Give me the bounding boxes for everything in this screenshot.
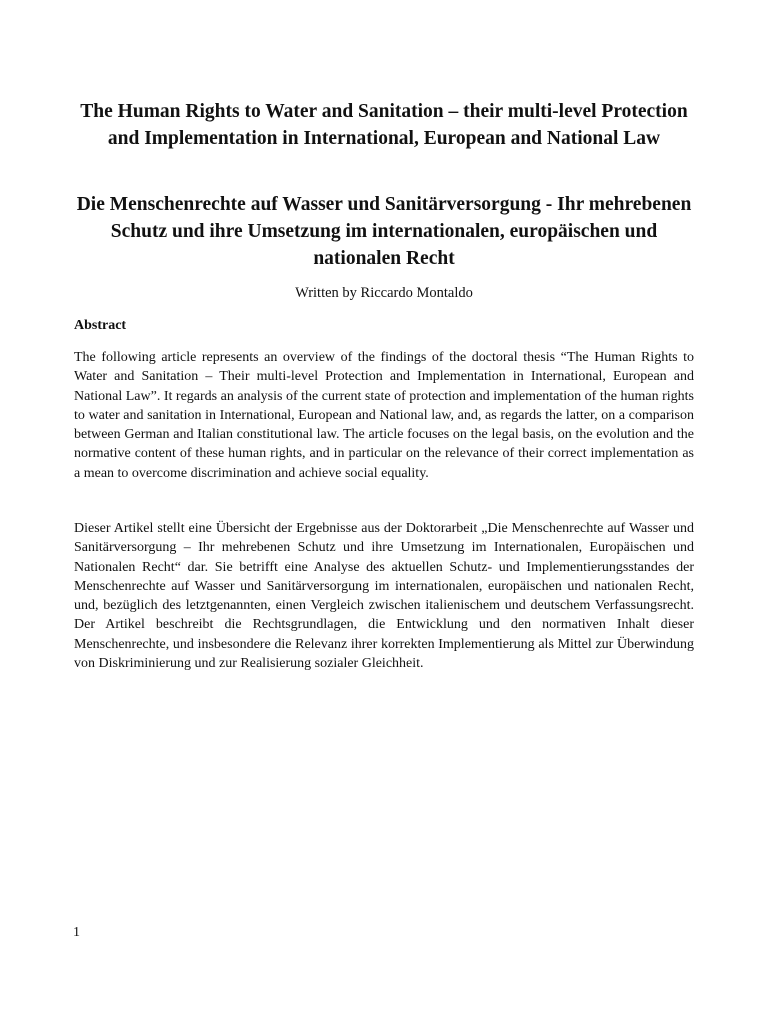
- abstract-paragraph-english: The following article represents an overview of the findings of the doctoral thesis “The Human Rights to Water and Sanitation – Their multi-level Protection and Implementation in International, European and National Law”. It regards an analysis of the current state of protection and implementation of the human rights to water and sanitation in International, European and National law, and, as regards the latter, on a comparison between German and Italian constitutional law. The article focuses on the legal basis, on the evolution and the normative content of these human rights, and in particular on the relevance of their correct implementation as a mean to overcome discrimination and achieve social equality.: [74, 350, 694, 481]
- author-line: Written by Riccardo Montaldo: [295, 285, 473, 301]
- title-german: Die Menschenrechte auf Wasser und Sanitärversorgung - Ihr mehrebenen Schutz und ihre Umsetzung im internationalen, europäischen und nationalen Recht: [76, 194, 692, 269]
- page-number: 1: [73, 925, 80, 940]
- abstract-heading: Abstract: [74, 318, 127, 333]
- title-english: The Human Rights to Water and Sanitation – their multi-level Protection and Implementation in International, European and National Law: [80, 101, 688, 149]
- abstract-paragraph-german: Dieser Artikel stellt eine Übersicht der Ergebnisse aus der Doktorarbeit „Die Menschenrechte auf Wasser und Sanitärversorgung – Ihr mehrebenen Schutz und ihre Umsetzung im Internationalen, Europäischen und Nationalen Recht“ dar. Sie betrifft eine Analyse des aktuellen Schutz- und Implementierungsstandes der Menschenrechte auf Wasser und Sanitärversorgung im internationalen, europäischen und nationalen Recht, und, bezüglich des letztgenannten, einen Vergleich zwischen italienischem und deutschem Verfassungsrecht. Der Artikel beschreibt die Rechtsgrundlagen, die Entwicklung und den normativen Inhalt dieser Menschenrechte, und insbesondere die Relevanz ihrer korrekten Implementierung als Mittel zur Überwindung von Diskriminierung und zur Realisierung sozialer Gleichheit.: [74, 521, 694, 672]
